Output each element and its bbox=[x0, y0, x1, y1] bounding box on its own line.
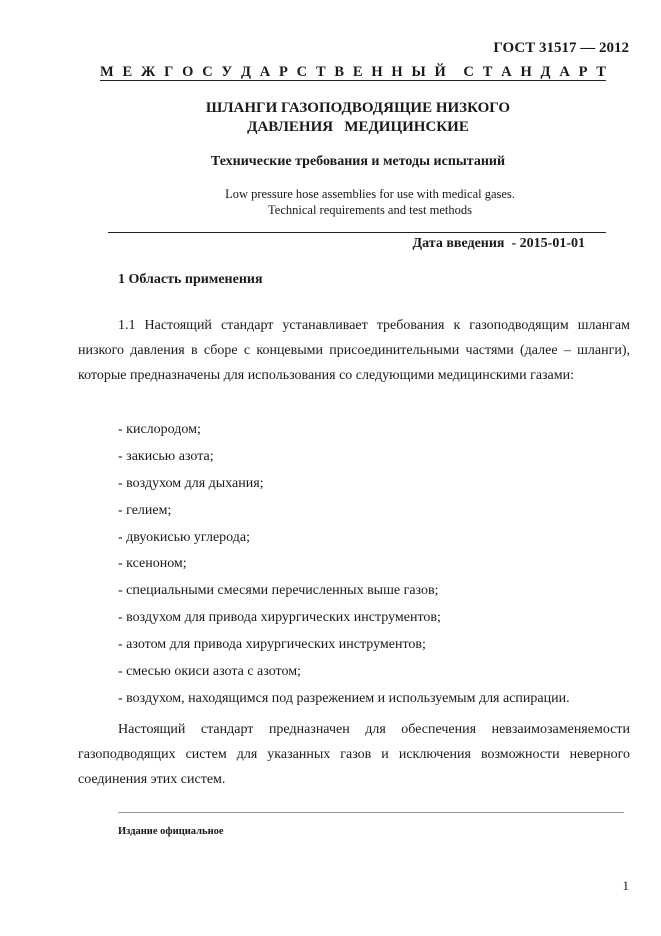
standard-type-letter: Д bbox=[540, 64, 551, 80]
standard-type-letter: У bbox=[221, 64, 233, 80]
title-separator bbox=[108, 232, 606, 233]
list-item: - двуокисью углерода; bbox=[118, 529, 250, 545]
list-item: - гелием; bbox=[118, 502, 172, 518]
standard-type-letter: В bbox=[334, 64, 345, 80]
list-item: - смесью окиси азота с азотом; bbox=[118, 664, 301, 680]
standard-type-underline bbox=[100, 80, 606, 81]
standard-type-letter: Ж bbox=[140, 64, 156, 80]
standard-type-letter: Е bbox=[122, 64, 133, 80]
standard-type-letter: А bbox=[501, 64, 512, 80]
english-title-line-1: Low pressure hose assemblies for use with medical gases. bbox=[225, 187, 515, 201]
paragraph-2 bbox=[78, 717, 630, 792]
standard-type-letter: Т bbox=[315, 64, 326, 80]
edition-label: Издание официальное bbox=[118, 826, 224, 837]
standard-type-letter: С bbox=[202, 64, 213, 80]
standard-type-letter: Р bbox=[578, 64, 588, 80]
document-subtitle: Технические требования и методы испытаний bbox=[210, 154, 506, 169]
gas-list bbox=[118, 417, 570, 713]
standard-type-letter: Й bbox=[434, 64, 446, 80]
standard-type-letter: С bbox=[296, 64, 308, 80]
list-item: - закисью азота; bbox=[118, 448, 214, 464]
standard-type-letter: М bbox=[100, 64, 114, 80]
list-item: - воздухом для привода хирургических инструментов; bbox=[118, 610, 441, 626]
standard-type-letter: Д bbox=[240, 64, 251, 80]
standard-type-letter: Ы bbox=[411, 64, 426, 80]
standard-type-letter: Е bbox=[352, 64, 363, 80]
standard-type-heading bbox=[100, 64, 606, 81]
standard-type-letter: Н bbox=[371, 64, 383, 80]
section-heading: 1 Область применения bbox=[118, 272, 263, 287]
document-title bbox=[0, 99, 661, 137]
footer-separator bbox=[118, 812, 624, 813]
gost-number: ГОСТ 31517 — 2012 bbox=[493, 40, 629, 56]
paragraph-1-1-text: 1.1 Настоящий стандарт устанавливает требования к газоподводящим шлангам низкого давления в сборе с концевыми присоединительными частями (далее – шланги), которые предназначены для использования со следующими медицинскими газами: bbox=[78, 318, 630, 383]
list-item: - азотом для привода хирургических инструментов; bbox=[118, 637, 426, 653]
title-line-1: ШЛАНГИ ГАЗОПОДВОДЯЩИЕ НИЗКОГО bbox=[205, 100, 511, 116]
english-title-line-2: Technical requirements and test methods bbox=[268, 203, 472, 217]
standard-type-letter: О bbox=[182, 64, 194, 80]
standard-type-letter: Т bbox=[482, 64, 493, 80]
title-line-2: ДАВЛЕНИЯ МЕДИЦИНСКИЕ bbox=[247, 119, 469, 135]
standard-type-letter: Г bbox=[164, 64, 174, 80]
paragraph-2-text: Настоящий стандарт предназначен для обеспечения невзаимозаменяемости газоподводящих систем для указанных газов и исключения возможности неверного соединения этих систем. bbox=[78, 722, 630, 787]
english-title bbox=[0, 186, 661, 218]
list-item: - специальными смесями перечисленных выше газов; bbox=[118, 583, 439, 599]
paragraph-1-1 bbox=[78, 313, 630, 388]
standard-type-letter: Т bbox=[596, 64, 606, 80]
standard-type-letter: Н bbox=[391, 64, 403, 80]
standard-type-letter: А bbox=[259, 64, 271, 80]
standard-type-letter: Р bbox=[279, 64, 288, 80]
standard-type-letter: С bbox=[463, 64, 474, 80]
list-item: - ксеноном; bbox=[118, 556, 187, 572]
standard-type-letter: Н bbox=[520, 64, 532, 80]
introduction-date: Дата введения - 2015-01-01 bbox=[412, 236, 585, 251]
standard-type-letter: А bbox=[559, 64, 570, 80]
list-item: - воздухом для дыхания; bbox=[118, 475, 264, 491]
list-item: - кислородом; bbox=[118, 422, 201, 437]
page-number: 1 bbox=[622, 878, 629, 893]
list-item: - воздухом, находящимся под разрежением и используемым для аспирации. bbox=[118, 690, 570, 706]
